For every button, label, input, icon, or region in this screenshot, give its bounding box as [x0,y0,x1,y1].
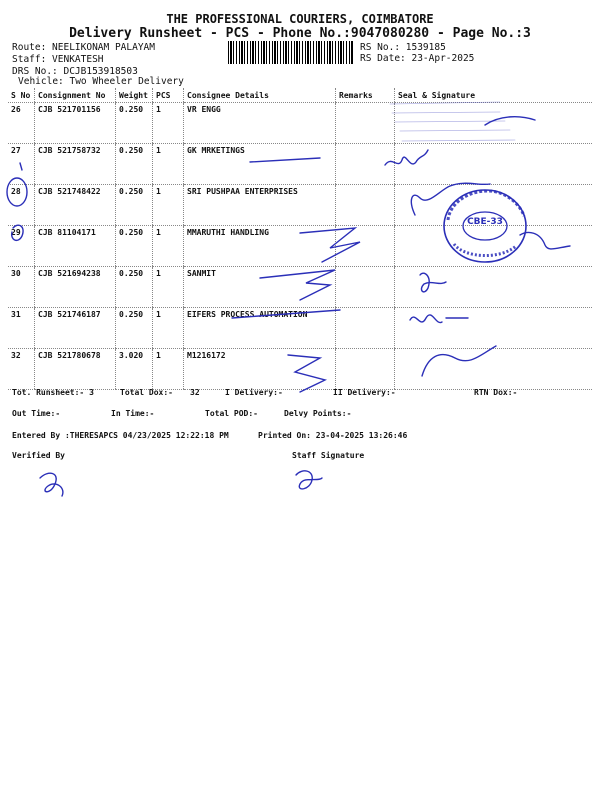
staff-signature-mark [296,471,322,489]
verified-signature [40,473,63,496]
delvy-points: Delvy Points:- [284,409,352,418]
out-time: Out Time:- [12,409,61,418]
cell-sno: 26 [8,103,35,144]
cell-consignment: CJB 81104171 [35,226,116,267]
total-dox-label: Total Dox:- [120,388,173,397]
cell-pcs: 1 [153,308,184,349]
cell-sno: 29 [8,226,35,267]
strike-row27 [250,158,320,162]
company-name: THE PROFESSIONAL COURIERS, COIMBATORE [166,12,434,26]
cell-consignment: CJB 521758732 [35,144,116,185]
cell-consignment: CJB 521746187 [35,308,116,349]
cell-consignee: SRI PUSHPAA ENTERPRISES [184,185,336,226]
signature-row26 [485,117,535,125]
rs-number: RS No.: 1539185 [360,42,446,53]
cell-consignee: MMARUTHI HANDLING [184,226,336,267]
cell-sno: 31 [8,308,35,349]
zigzag-row30 [260,270,335,300]
signature-row31 [410,315,442,323]
company-seal [440,186,530,266]
seal-code: CBE-33 [467,217,503,227]
cell-consignment: CJB 521694238 [35,267,116,308]
col-weight: Weight [116,88,153,103]
col-sno: S No [8,88,35,103]
printed-on: Printed On: 23-04-2025 13:26:46 [258,431,408,440]
cell-sno: 28 [8,185,35,226]
i-delivery: I Delivery:- [225,388,283,397]
cell-consignee: SANMIT [184,267,336,308]
cell-pcs: 1 [153,185,184,226]
cell-pcs: 1 [153,103,184,144]
vehicle-label: Vehicle: Two Wheeler Delivery [18,76,184,87]
total-pod: Total POD:- [205,409,258,418]
col-remarks: Remarks [336,88,395,103]
col-pcs: PCS [153,88,184,103]
staff-signature-label: Staff Signature [292,451,365,460]
total-runsheet: Tot. Runsheet:- 3 [12,388,94,397]
cell-sno: 32 [8,349,35,390]
circle-mark-row28 [7,178,27,206]
cell-pcs: 1 [153,144,184,185]
entered-by: Entered By :THERESAPCS 04/23/2025 12:22:18 PM [12,431,229,440]
rtn-dox: RTN Dox:- [474,388,518,397]
cell-consignment: CJB 521701156 [35,103,116,144]
col-seal-signature: Seal & Signature [395,88,593,103]
signature-row30 [420,273,446,292]
verified-by: Verified By [12,451,65,460]
cell-pcs: 1 [153,267,184,308]
cell-weight: 0.250 [116,308,153,349]
cell-consignment: CJB 521780678 [35,349,116,390]
cell-sno: 27 [8,144,35,185]
cell-consignee: GK MRKETINGS [184,144,336,185]
cell-consignee: M1216172 [184,349,336,390]
strike-row31 [232,310,340,318]
cell-weight: 0.250 [116,267,153,308]
circle-mark-row29 [12,225,23,240]
drs-number: DRS No.: DCJB153918503 [12,66,138,77]
cell-weight: 0.250 [116,226,153,267]
col-consignee: Consignee Details [184,88,336,103]
cell-weight: 0.250 [116,103,153,144]
signature-row32 [422,346,496,376]
runsheet-title: Delivery Runsheet - PCS - Phone No.:9047080280 - Page No.:3 [69,26,531,41]
signature-row27 [385,150,428,165]
tick-row27 [20,163,22,170]
cell-weight: 0.250 [116,185,153,226]
cell-consignee: EIFERS PROCESS AUTOMATION [184,308,336,349]
total-dox-value: 32 [190,388,200,397]
cell-weight: 3.020 [116,349,153,390]
route-label: Route: NEELIKONAM PALAYAM [12,42,155,53]
staff-label: Staff: VENKATESH [12,54,104,65]
cell-consignment: CJB 521748422 [35,185,116,226]
cell-sno: 30 [8,267,35,308]
ii-delivery: II Delivery:- [333,388,396,397]
in-time: In Time:- [111,409,155,418]
rs-date: RS Date: 23-Apr-2025 [360,53,475,64]
cell-consignee: VR ENGG [184,103,336,144]
cell-pcs: 1 [153,226,184,267]
zigzag-row32 [288,355,325,392]
col-consignment: Consignment No [35,88,116,103]
cell-pcs: 1 [153,349,184,390]
faded-stamp-row26 [390,102,515,141]
cell-weight: 0.250 [116,144,153,185]
zigzag-row29 [300,228,360,262]
